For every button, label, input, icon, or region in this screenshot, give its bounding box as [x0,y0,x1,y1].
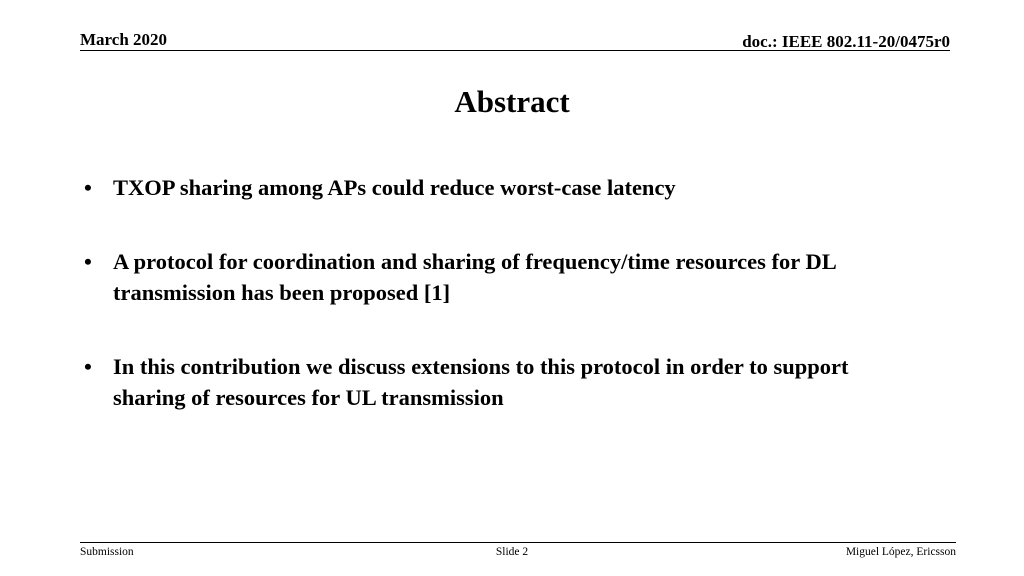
slide-title: Abstract [454,84,570,119]
bullet-point-icon: • [84,175,92,200]
bullet-text: TXOP sharing among APs could reduce worst-case latency [113,175,676,200]
bullet-text: A protocol for coordination and sharing of frequency/time resources for DL transmission has been proposed [1] [113,249,836,305]
bullet-point-icon: • [84,249,92,274]
bullet-item [84,351,924,413]
header-divider [80,50,950,51]
footer-slide-number: Slide 2 [495,546,529,558]
header-date: March 2020 [80,30,168,49]
bullet-text: In this contribution we discuss extensions to this protocol in order to support sharing of resources for UL transmission [113,354,849,410]
bullet-item [84,172,924,203]
header-doc-id: doc.: IEEE 802.11-20/0475r0 [742,32,950,51]
bullet-list [84,172,924,456]
footer-divider [80,542,956,543]
bullet-point-icon: • [84,354,92,379]
footer-author: Miguel López, Ericsson [845,546,956,558]
bullet-item [84,246,924,308]
footer-submission: Submission [80,546,134,558]
